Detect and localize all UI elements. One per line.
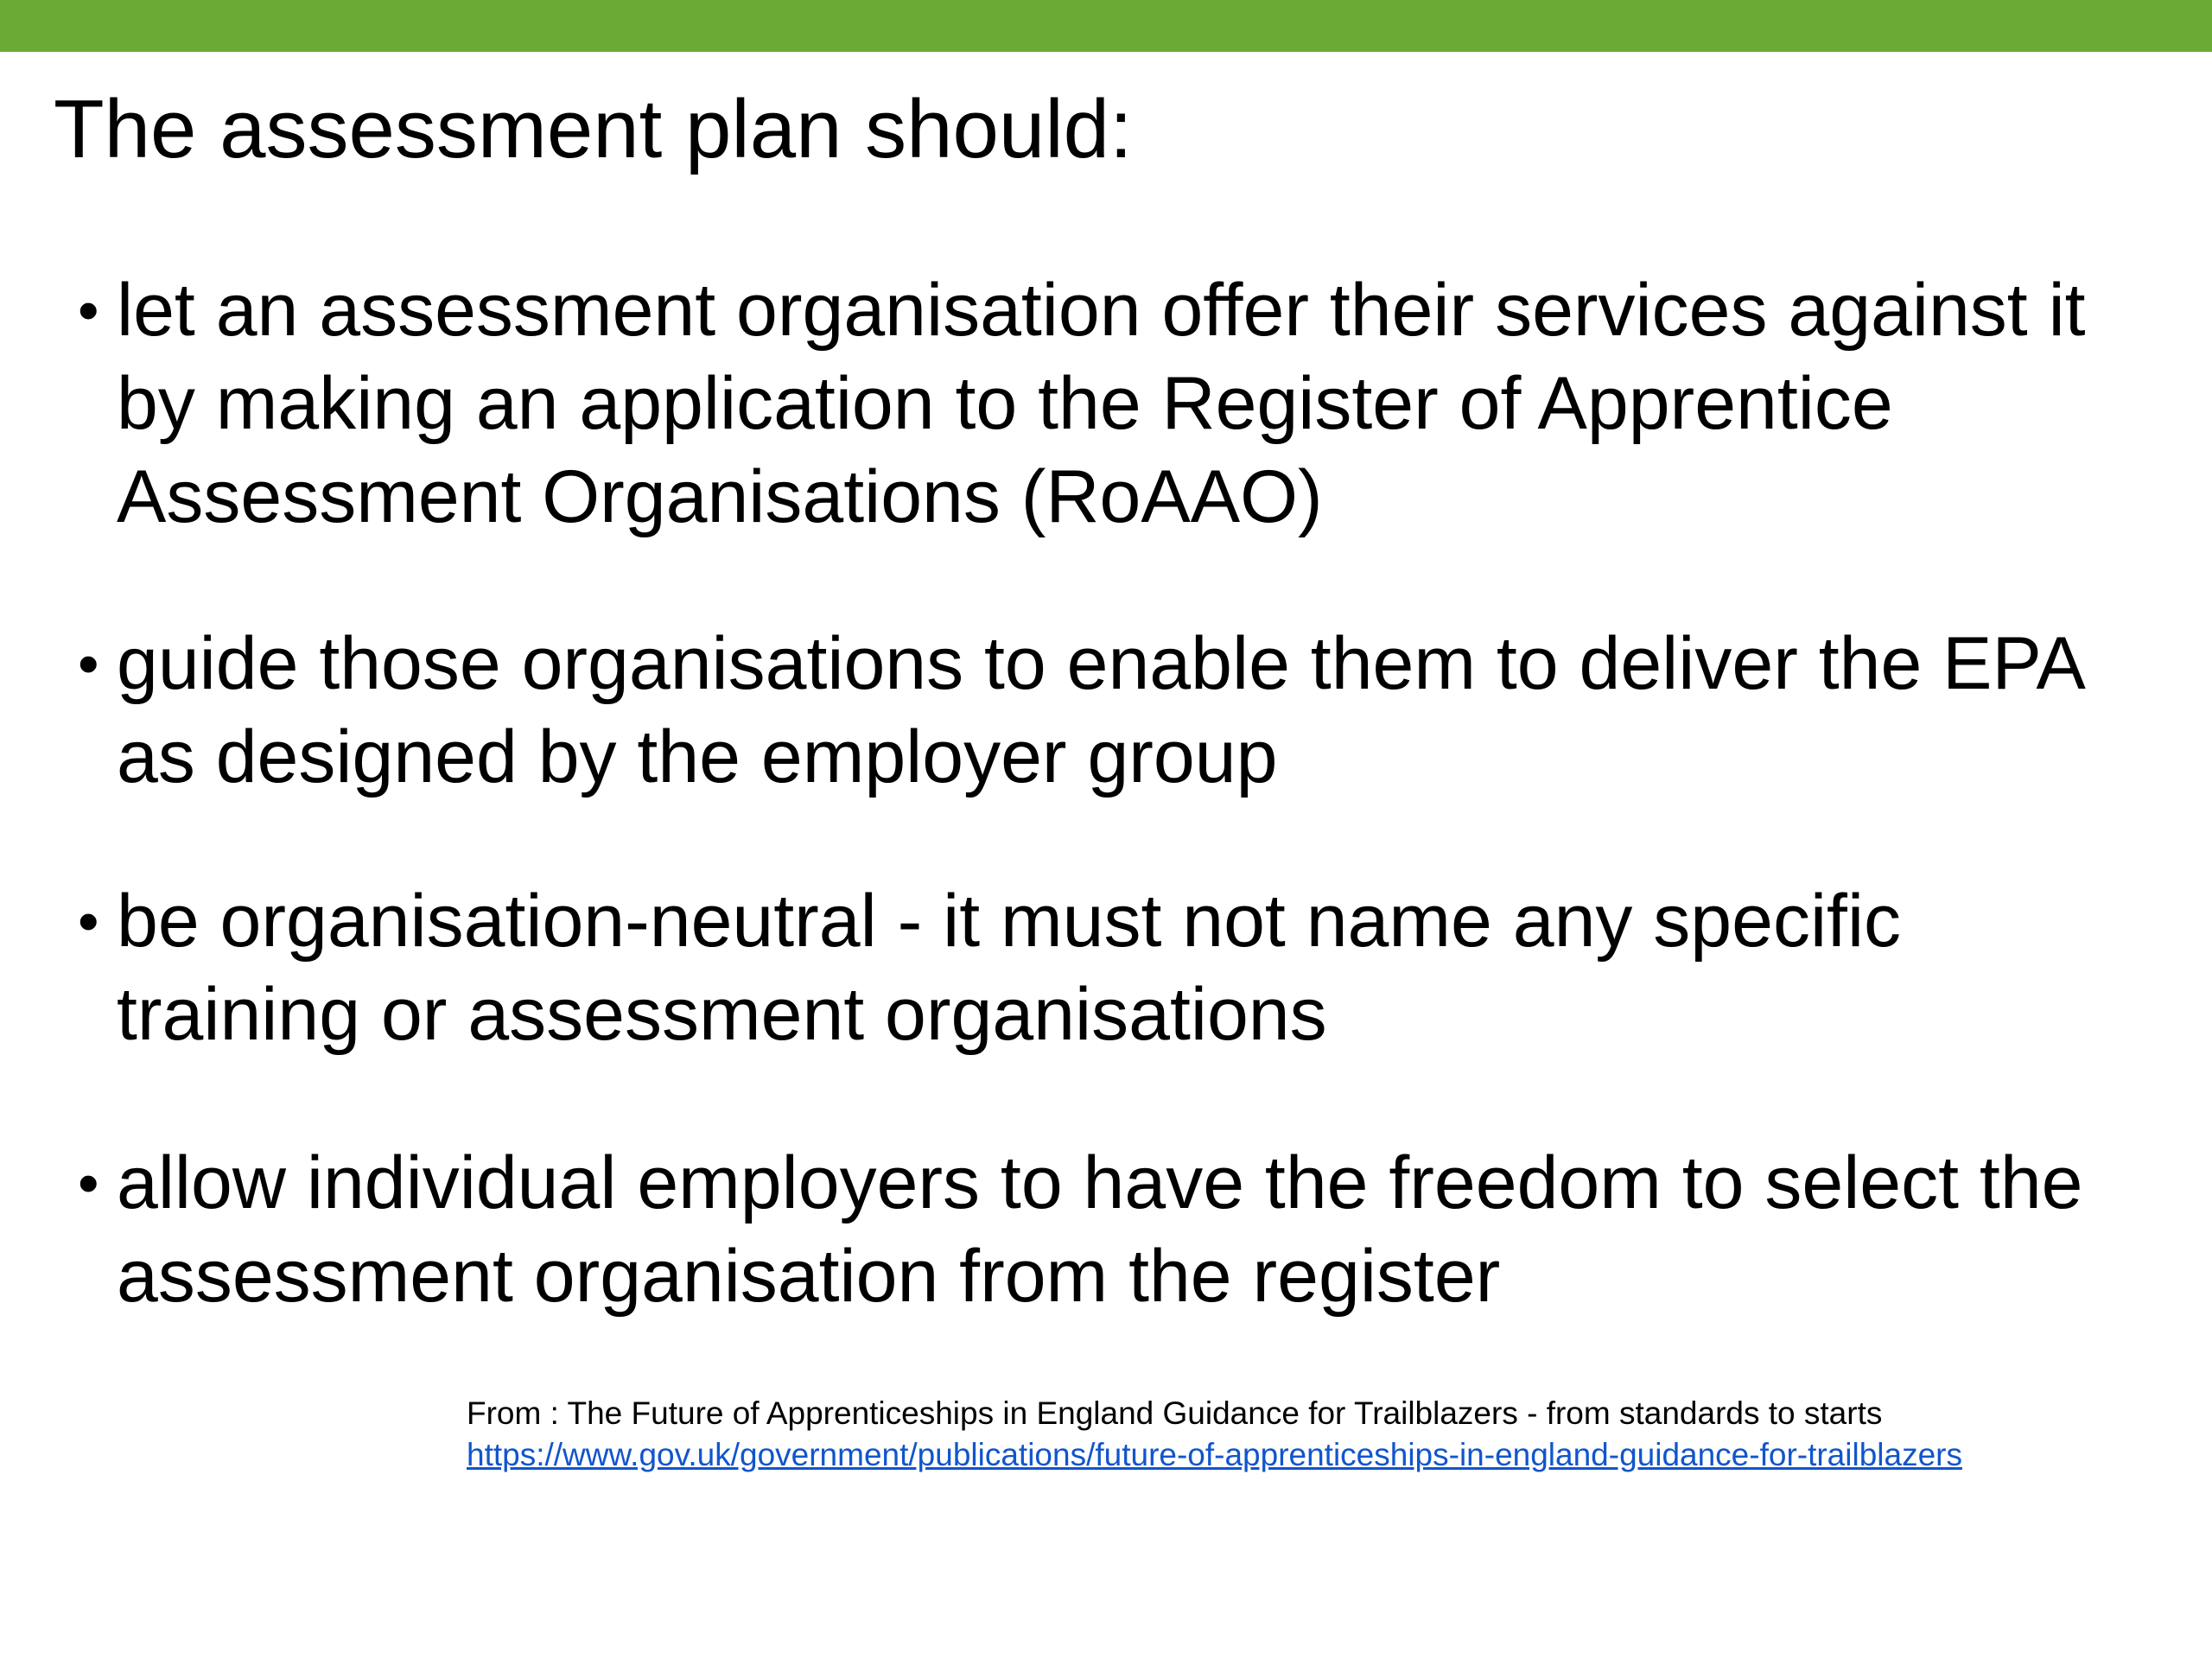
bullet-text: guide those organisations to enable them to deliver the EPA as designed by the employer group xyxy=(117,622,2082,798)
bullet-item-neutral xyxy=(78,874,2156,1061)
source-text: From : The Future of Apprenticeships in England Guidance for Trailblazers - from standards to starts xyxy=(467,1395,1883,1431)
slide-title: The assessment plan should: xyxy=(54,83,1133,175)
bullet-icon: • xyxy=(78,630,99,697)
bullet-item-register xyxy=(78,264,2156,543)
source-citation xyxy=(467,1393,2186,1476)
bullet-item-guide xyxy=(78,617,2156,804)
bullet-text: be organisation-neutral - it must not name any specific training or assessment organisations xyxy=(117,880,1902,1056)
bullet-icon: • xyxy=(78,1149,99,1217)
top-accent-bar xyxy=(0,0,2212,52)
bullet-text: allow individual employers to have the freedom to select the assessment organisation from the register xyxy=(117,1141,2083,1318)
bullet-icon: • xyxy=(78,276,99,344)
bullet-icon: • xyxy=(78,887,99,955)
bullet-item-freedom xyxy=(78,1136,2156,1323)
source-link[interactable]: https://www.gov.uk/government/publications/future-of-apprenticeships-in-england-guidance-for-trailblazers xyxy=(467,1437,1962,1472)
bullet-text: let an assessment organisation offer their services against it by making an application to the Register of Apprentice Assessment Organisations (RoAAO) xyxy=(117,269,2086,538)
